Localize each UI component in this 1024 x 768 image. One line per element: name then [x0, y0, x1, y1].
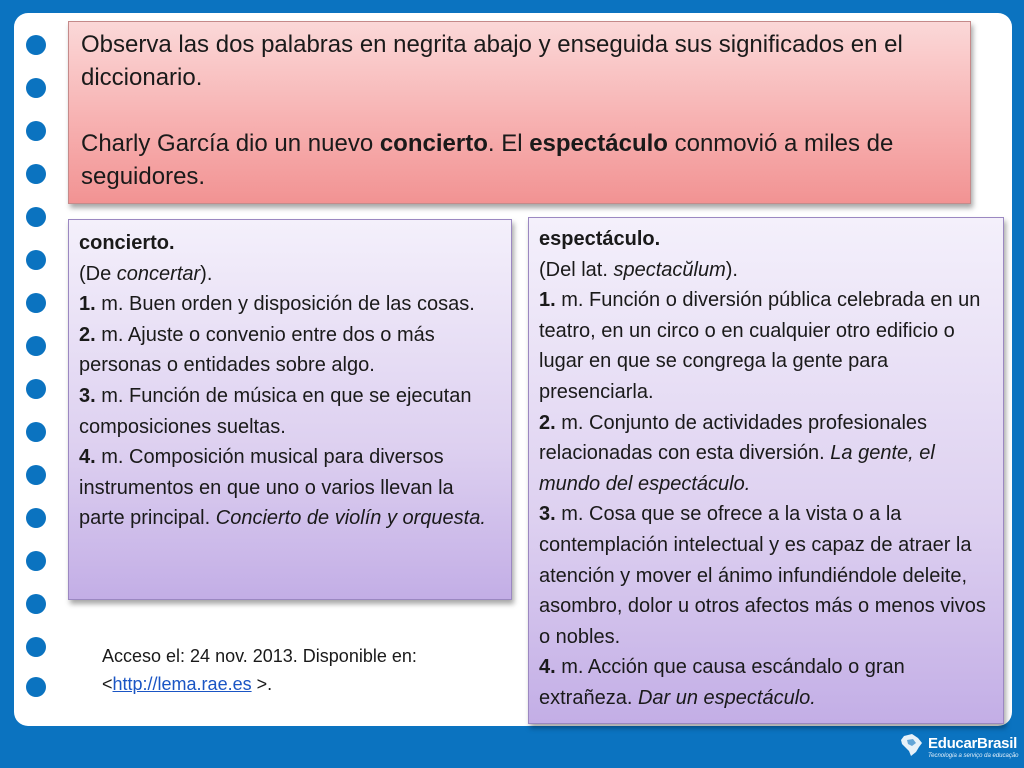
- educarbrasil-logo: [898, 732, 1018, 764]
- source-link-line: <http://lema.rae.es >.: [102, 674, 273, 694]
- definition-entry: 1. m. Buen orden y disposición de las cosas.: [79, 293, 475, 316]
- logo-brand: EducarBrasil: [928, 735, 1017, 752]
- binding-hole: [26, 551, 46, 571]
- sentence-part: conmovió a miles de seguidores.: [81, 130, 894, 190]
- bold-word-espectaculo: espectáculo: [529, 130, 668, 157]
- binding-hole: [26, 336, 46, 356]
- binding-hole: [26, 121, 46, 141]
- definition-entry: 3. m. Función de música en que se ejecutan composiciones sueltas.: [79, 384, 472, 438]
- definition-entry: 4. m. Composición musical para diversos instrumentos en que uno o varios llevan la parte principal. Concierto de violín y orquesta.: [79, 446, 486, 530]
- access-date: Acceso el: 24 nov. 2013. Disponible en:: [102, 646, 417, 666]
- headword: espectáculo.: [539, 228, 661, 250]
- binding-hole: [26, 465, 46, 485]
- instruction-text: Observa las dos palabras en negrita abajo y enseguida sus significados en el diccionario.: [81, 31, 903, 91]
- brazil-map-icon: [898, 732, 924, 758]
- binding-hole: [26, 207, 46, 227]
- usage-example: Concierto de violín y orquesta.: [215, 507, 486, 530]
- sentence-part: Charly García dio un nuevo: [81, 130, 380, 157]
- definition-entry: 1. m. Función o diversión pública celebrada en un teatro, en un circo o en cualquier otro edificio o lugar en que se congrega la gente para presenciarla.: [539, 289, 981, 403]
- binding-hole: [26, 422, 46, 442]
- definition-entry: 2. m. Ajuste o convenio entre dos o más personas o entidades sobre algo.: [79, 323, 435, 377]
- binding-hole: [26, 250, 46, 270]
- binding-hole: [26, 637, 46, 657]
- etymology: (De concertar).: [79, 262, 213, 285]
- usage-example: La gente, el mundo del espectáculo.: [539, 442, 935, 495]
- binding-hole: [26, 78, 46, 98]
- source-citation: [102, 642, 522, 698]
- binding-hole: [26, 164, 46, 184]
- binding-hole: [26, 508, 46, 528]
- usage-example: Dar un espectáculo.: [637, 686, 816, 709]
- definition-entry: 4. m. Acción que causa escándalo o gran extrañeza. Dar un espectáculo.: [539, 656, 905, 709]
- source-link[interactable]: http://lema.rae.es: [112, 674, 252, 694]
- definition-box-concierto: [68, 219, 512, 600]
- example-sentence: [81, 127, 958, 193]
- binding-hole: [26, 379, 46, 399]
- definition-box-espectaculo: [528, 217, 1004, 724]
- binding-hole: [26, 594, 46, 614]
- logo-tagline: Tecnologia a serviço da educação: [928, 753, 1019, 759]
- etymology: (Del lat. spectacŭlum).: [539, 258, 738, 281]
- binding-hole: [26, 35, 46, 55]
- headword: concierto.: [79, 232, 175, 254]
- bold-word-concierto: concierto: [379, 130, 488, 157]
- definition-entry: 3. m. Cosa que se ofrece a la vista o a la contemplación intelectual y es capaz de atraer la atención y mover el ánimo infundiéndole deleite, asombro, dolor u otros afectos más o menos vivos o nobles.: [539, 503, 986, 648]
- binding-hole: [26, 677, 46, 697]
- instruction-box: [68, 21, 971, 204]
- definition-entry: 2. m. Conjunto de actividades profesionales relacionadas con esta diversión. La gente, el mundo del espectáculo.: [539, 411, 935, 495]
- sentence-part: . El: [487, 130, 530, 157]
- binding-hole: [26, 293, 46, 313]
